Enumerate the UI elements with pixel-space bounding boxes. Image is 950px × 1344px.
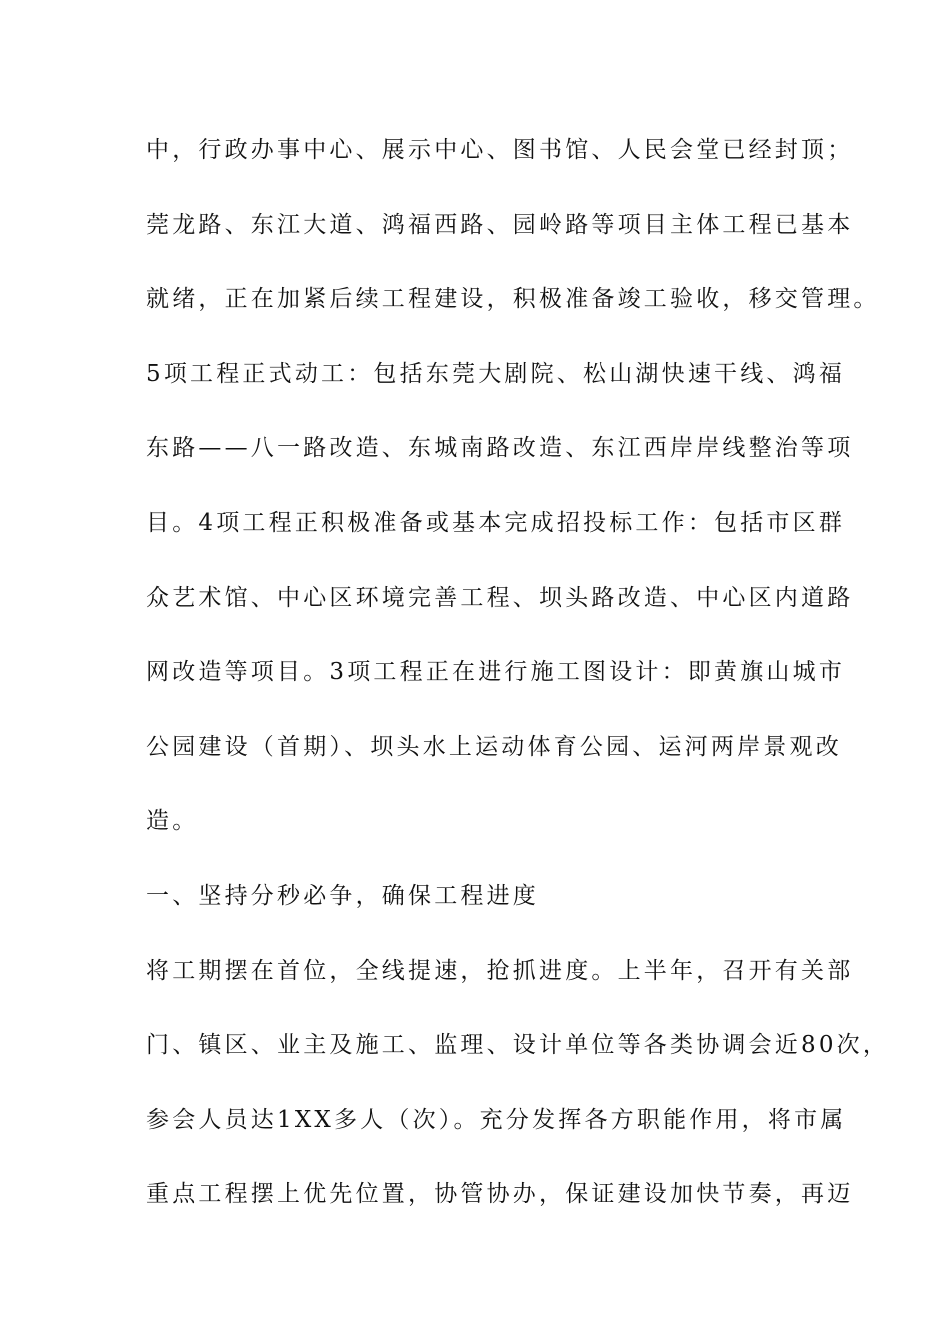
text-line: 网改造等项目。3项工程正在进行施工图设计：即黄旗山城市 (146, 659, 846, 686)
text-line: 重点工程摆上优先位置，协管协办，保证建设加快节奏，再迈 (146, 1181, 854, 1208)
text-line: 目。4项工程正积极准备或基本完成招投标工作：包括市区群 (146, 509, 846, 536)
text-line: 门、镇区、业主及施工、监理、设计单位等各类协调会近80次， (146, 1032, 890, 1059)
text-line: 5项工程正式动工：包括东莞大剧院、松山湖快速干线、鸿福 (146, 360, 846, 387)
section-heading: 一、坚持分秒必争，确保工程进度 (146, 882, 539, 909)
text-line: 就绪，正在加紧后续工程建设，积极准备竣工验收，移交管理。 (146, 286, 880, 313)
text-line: 众艺术馆、中心区环境完善工程、坝头路改造、中心区内道路 (146, 584, 854, 611)
document-body (146, 128, 890, 1247)
text-line: 参会人员达1XX多人（次）。充分发挥各方职能作用，将市属 (146, 1106, 847, 1133)
text-line: 公园建设（首期）、坝头水上运动体育公园、运河两岸景观改 (146, 733, 842, 760)
text-line: 造。 (146, 808, 199, 835)
text-line: 将工期摆在首位，全线提速，抢抓进度。上半年，召开有关部 (146, 957, 854, 984)
text-line: 中，行政办事中心、展示中心、图书馆、人民会堂已经封顶； (146, 137, 854, 163)
text-line: 莞龙路、东江大道、鸿福西路、园岭路等项目主体工程已基本 (146, 211, 854, 238)
text-line: 东路——八一路改造、东城南路改造、东江西岸岸线整治等项 (146, 435, 854, 462)
